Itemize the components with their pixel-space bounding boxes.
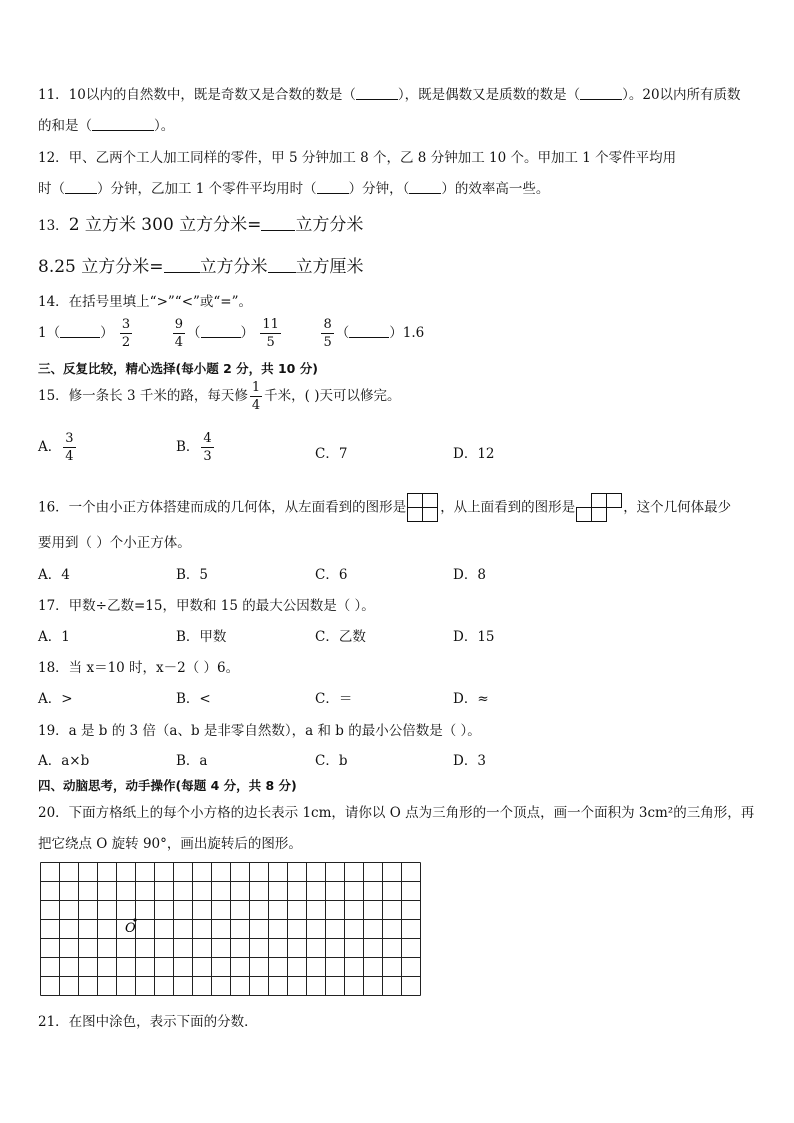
q21-stem: 21．在图中涂色，表示下面的分数．: [38, 1014, 258, 1030]
answer-blank[interactable]: [580, 87, 622, 100]
option-a[interactable]: A．1: [38, 629, 70, 645]
option-c[interactable]: C．6: [315, 567, 348, 583]
fraction: $\frac{1}{4}$: [251, 380, 261, 413]
q16-stem: 16．一个由小正方体搭建而成的几何体，从左面看到的图形是 ，从上面看到的图形是 ，这个几何体最少: [38, 492, 731, 524]
q14-stem: 14．在括号里填上“>”“<”或“=”。: [38, 294, 253, 310]
answer-blank[interactable]: [349, 325, 389, 338]
answer-blank[interactable]: [201, 325, 241, 338]
top-view-squares-icon: [575, 492, 623, 524]
answer-blank[interactable]: [356, 87, 398, 100]
answer-blank[interactable]: [60, 325, 100, 338]
answer-blank[interactable]: [409, 181, 441, 194]
answer-blank[interactable]: [65, 181, 97, 194]
option-d[interactable]: D．8: [453, 567, 486, 583]
q13-line2: 8.25 立方分米= 立方分米 立方厘米: [38, 257, 364, 277]
q18-stem: 18．当 x＝10 时，x－2（ ）6。: [38, 660, 240, 676]
answer-blank[interactable]: [92, 118, 154, 131]
option-b[interactable]: B．<: [176, 691, 211, 707]
option-a[interactable]: A．4: [38, 567, 70, 583]
fraction: $\frac{3}{2}$: [121, 317, 131, 350]
q16-line2: 要用到（ ）个小正方体。: [38, 535, 191, 551]
option-c[interactable]: C．7: [315, 446, 348, 462]
option-d[interactable]: D．≈: [453, 691, 489, 707]
option-a[interactable]: A．a×b: [38, 753, 90, 769]
option-c[interactable]: C．b: [315, 753, 348, 769]
section-heading: 三、反复比较，精心选择(每小题 2 分，共 10 分): [38, 361, 318, 376]
fraction: $\frac{11}{5}$: [262, 317, 279, 350]
fraction: $\frac{9}{4}$: [174, 317, 184, 350]
section-heading: 四、动脑思考，动手操作(每题 4 分，共 8 分): [38, 778, 297, 793]
fraction: $\frac{3}{4}$: [65, 431, 74, 464]
q11-line1: 11．10以内的自然数中，既是奇数又是合数的数是（ ），既是偶数又是质数的数是（ ）。20以内所有质数: [38, 87, 741, 103]
q14-items: 1（ ） $\frac{3}{2}$ $\frac{9}{4}$ （ ） $\frac{11}{5}$ $\frac{8}{5}$ （ ）1.6: [38, 317, 425, 350]
fraction: $\frac{8}{5}$: [323, 317, 332, 350]
option-c[interactable]: C．＝: [315, 691, 353, 707]
option-c[interactable]: C．乙数: [315, 629, 366, 645]
option-b[interactable]: B．甲数: [176, 629, 227, 645]
q19-stem: 19．a 是 b 的 3 倍（a、b 是非零自然数），a 和 b 的最小公倍数是（ ）。: [38, 723, 481, 739]
q13-line1: 13．2 立方米 300 立方分米= 立方分米: [38, 215, 364, 235]
option-b[interactable]: B．5: [176, 567, 209, 583]
option-b[interactable]: B． $\frac{4}{3}$: [176, 431, 212, 464]
answer-blank[interactable]: [268, 256, 296, 273]
answer-blank[interactable]: [317, 181, 349, 194]
option-d[interactable]: D．12: [453, 446, 495, 462]
option-a[interactable]: A． $\frac{3}{4}$: [38, 431, 74, 464]
q15-stem: 15．修一条长 3 千米的路，每天修 $\frac{1}{4}$ 千米，( )天可以修完。: [38, 380, 401, 413]
fraction: $\frac{4}{3}$: [203, 431, 212, 464]
q20-line2: 把它绕点 O 旋转 90°，画出旋转后的图形。: [38, 836, 302, 852]
q12-line2: 时（ ）分钟，乙加工 1 个零件平均用时（ ）分钟，（ ）的效率高一些。: [38, 181, 550, 197]
q20-line1: 20．下面方格纸上的每个小方格的边长表示 1cm，请你以 O 点为三角形的一个顶点，画一个面积为 3cm²的三角形，再: [38, 805, 755, 821]
option-a[interactable]: A．>: [38, 691, 73, 707]
point-o-label: O: [125, 921, 136, 936]
option-d[interactable]: D．15: [453, 629, 495, 645]
q11-line2: 的和是（ ）。: [38, 118, 175, 134]
option-d[interactable]: D．3: [453, 753, 486, 769]
answer-blank[interactable]: [164, 256, 200, 273]
option-b[interactable]: B．a: [176, 753, 208, 769]
q12-line1: 12．甲、乙两个工人加工同样的零件，甲 5 分钟加工 8 个，乙 8 分钟加工 10 个。甲加工 1 个零件平均用: [38, 150, 677, 166]
graph-paper-grid[interactable]: [40, 862, 422, 998]
left-view-squares-icon: [406, 492, 440, 524]
answer-blank[interactable]: [261, 214, 295, 231]
q17-stem: 17．甲数÷乙数=15，甲数和 15 的最大公因数是（ ）。: [38, 598, 375, 614]
